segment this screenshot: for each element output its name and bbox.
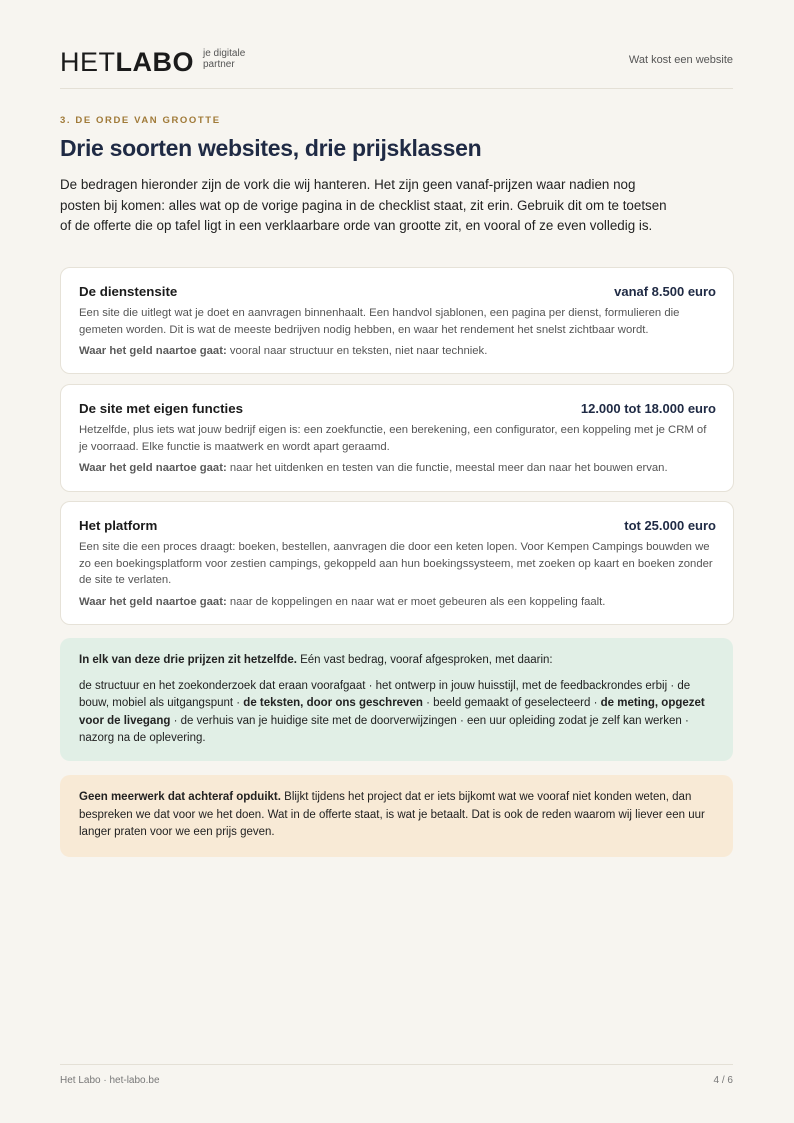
- money-text: vooral naar structuur en teksten, niet naar techniek.: [229, 345, 488, 357]
- included-item-bold: de meting, opgezet voor de livegang: [79, 697, 705, 727]
- card-money-note: [79, 343, 716, 359]
- document-title: Wat kost een website: [628, 54, 733, 66]
- money-text: naar de koppelingen en naar wat er moet gebeuren als een koppeling faalt.: [229, 595, 606, 608]
- logo-labo: LABO: [115, 47, 194, 77]
- section-title: Drie soorten websites, drie prijsklassen: [60, 135, 482, 161]
- card-header: [79, 518, 716, 533]
- section-eyebrow: 3. DE ORDE VAN GROOTTE: [60, 115, 221, 126]
- no-extra-work-box: [60, 775, 733, 857]
- page-number: 4 / 6: [713, 1075, 733, 1086]
- included-item-text: · beeld gemaakt of geselecteerd ·: [422, 697, 601, 709]
- card-header: [79, 284, 716, 299]
- logo: [60, 48, 245, 76]
- card-description: Een site die een proces draagt: boeken, bestellen, aanvragen die door een keten lopen. Voor Kempen Campings bouwden we zo een boekingsplatform voor zestien campings, gekoppeld aan hun boekingssysteem, met zoeken op kaart en boeken zonder de site te verlaten.: [79, 541, 713, 586]
- included-lead-text: Eén vast bedrag, vooraf afgesproken, met daarin:: [296, 654, 553, 666]
- card-name: De dienstensite: [79, 284, 178, 299]
- money-text: naar het uitdenken en testen van die functie, meestal meer dan naar het bouwen ervan.: [229, 462, 668, 474]
- logo-tagline: [203, 49, 245, 70]
- included-list: [79, 678, 714, 748]
- card-money-note: [79, 594, 716, 610]
- pricing-card-eigen-functies: [60, 384, 734, 492]
- card-price: tot 25.000 euro: [624, 518, 716, 533]
- page-footer: [60, 1064, 733, 1086]
- logo-tagline-line2: partner: [203, 58, 235, 70]
- card-money-note: [79, 460, 716, 476]
- pricing-card-platform: [60, 501, 734, 625]
- page-header: [60, 44, 733, 89]
- included-item-text: de structuur en het zoekonderzoek dat eraan voorafgaat · het ontwerp in jouw huisstijl, met de feedbackrondes erbij · de bouw, mobiel als uitgangspunt ·: [79, 679, 691, 709]
- section-intro: De bedragen hieronder zijn de vork die wij hanteren. Het zijn geen vanaf-prijzen waar nadien nog posten bij komen: alles wat op de vorige pagina in de checklist staat, zit erin. Gebruik dit om te toetsen of de offerte die op tafel ligt in een verklaarbare orde van grootte zit, en vooral of ze even volledig is.: [60, 177, 667, 233]
- pricing-card-dienstensite: [60, 267, 734, 374]
- money-label: Waar het geld naartoe gaat:: [79, 462, 227, 474]
- no-extra-work-text: [79, 789, 714, 842]
- card-price: vanaf 8.500 euro: [614, 284, 716, 299]
- logo-wordmark: [60, 48, 194, 76]
- money-label: Waar het geld naartoe gaat:: [79, 345, 227, 357]
- included-box: [60, 638, 733, 761]
- included-lead-bold: In elk van deze drie prijzen zit hetzelfde.: [79, 654, 297, 666]
- footer-company: Het Labo · het-labo.be: [60, 1075, 160, 1086]
- no-extra-work-body: Blijkt tijdens het project dat er iets bijkomt wat we vooraf niet konden weten, dan bespreken we dat voor we het doen. Wat in de offerte staat, is wat je betaalt. Dat is ook de reden waarom wij liever een uur langer praten voor we een prijs geven.: [79, 791, 705, 838]
- logo-tagline-line1: je digitale: [203, 48, 246, 59]
- included-lead: [79, 652, 714, 670]
- included-item-bold: de teksten, door ons geschreven: [243, 697, 423, 709]
- card-price: 12.000 tot 18.000 euro: [580, 401, 716, 416]
- card-header: [79, 401, 716, 416]
- page: [60, 0, 733, 1123]
- card-description: Een site die uitlegt wat je doet en aanvragen binnenhaalt. Een handvol sjablonen, een pagina per dienst, formulieren die gemeten worden. Dit is wat de meeste bedrijven nodig hebben, en waar het rendement het snelst zichtbaar wordt.: [79, 307, 680, 336]
- card-name: De site met eigen functies: [79, 401, 244, 416]
- included-item-text: · de verhuis van je huidige site met de doorverwijzingen · een uur opleiding zodat je zelf kan werken · nazorg na de oplevering.: [79, 714, 689, 744]
- no-extra-work-bold: Geen meerwerk dat achteraf opduikt.: [79, 791, 281, 803]
- card-name: Het platform: [79, 518, 158, 533]
- money-label: Waar het geld naartoe gaat:: [79, 595, 227, 608]
- logo-het: HET: [60, 47, 116, 77]
- card-description: Hetzelfde, plus iets wat jouw bedrijf eigen is: een zoekfunctie, een berekening, een configurator, een koppeling met je CRM of je voorraad. Elke functie is maatwerk en wordt apart geraamd.: [79, 424, 707, 453]
